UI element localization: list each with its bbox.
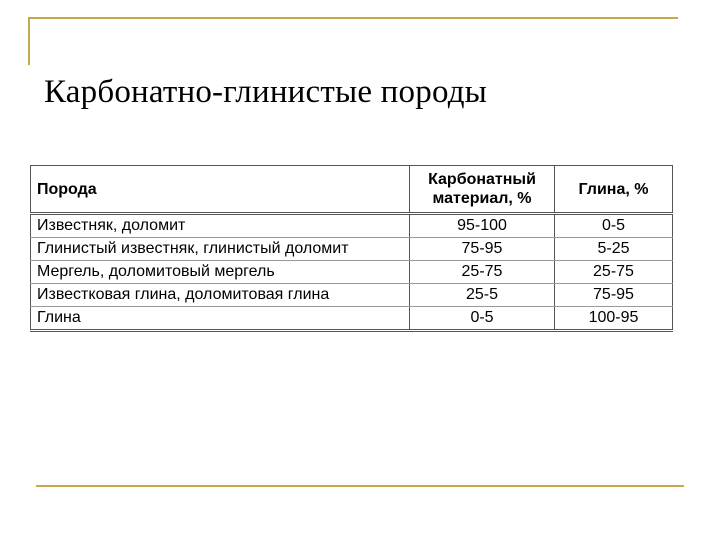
- decorative-left-line: [28, 17, 30, 65]
- cell-carbonate: 25-75: [410, 261, 555, 284]
- cell-carbonate: 95-100: [410, 214, 555, 238]
- cell-rock: Известковая глина, доломитовая глина: [31, 284, 410, 307]
- decorative-bottom-line: [36, 485, 684, 487]
- table-row: [31, 214, 673, 238]
- cell-clay: 5-25: [555, 238, 673, 261]
- rock-composition-table-container: [30, 165, 672, 332]
- cell-rock: Глинистый известняк, глинистый доломит: [31, 238, 410, 261]
- table-header-row: [31, 166, 673, 214]
- table-row: [31, 238, 673, 261]
- header-clay: Глина, %: [555, 166, 673, 214]
- cell-clay: 25-75: [555, 261, 673, 284]
- cell-clay: 75-95: [555, 284, 673, 307]
- cell-carbonate: 0-5: [410, 307, 555, 331]
- table-row: [31, 261, 673, 284]
- slide-title: Карбонатно-глинистые породы: [44, 74, 488, 110]
- cell-clay: 0-5: [555, 214, 673, 238]
- header-carbonate: Карбонатный материал, %: [410, 166, 555, 214]
- cell-rock: Глина: [31, 307, 410, 331]
- cell-carbonate: 25-5: [410, 284, 555, 307]
- table-row: [31, 307, 673, 331]
- decorative-top-line: [28, 17, 678, 19]
- cell-rock: Известняк, доломит: [31, 214, 410, 238]
- cell-carbonate: 75-95: [410, 238, 555, 261]
- rock-composition-table: [30, 165, 673, 332]
- table-row: [31, 284, 673, 307]
- cell-rock: Мергель, доломитовый мергель: [31, 261, 410, 284]
- header-rock: Порода: [31, 166, 410, 214]
- cell-clay: 100-95: [555, 307, 673, 331]
